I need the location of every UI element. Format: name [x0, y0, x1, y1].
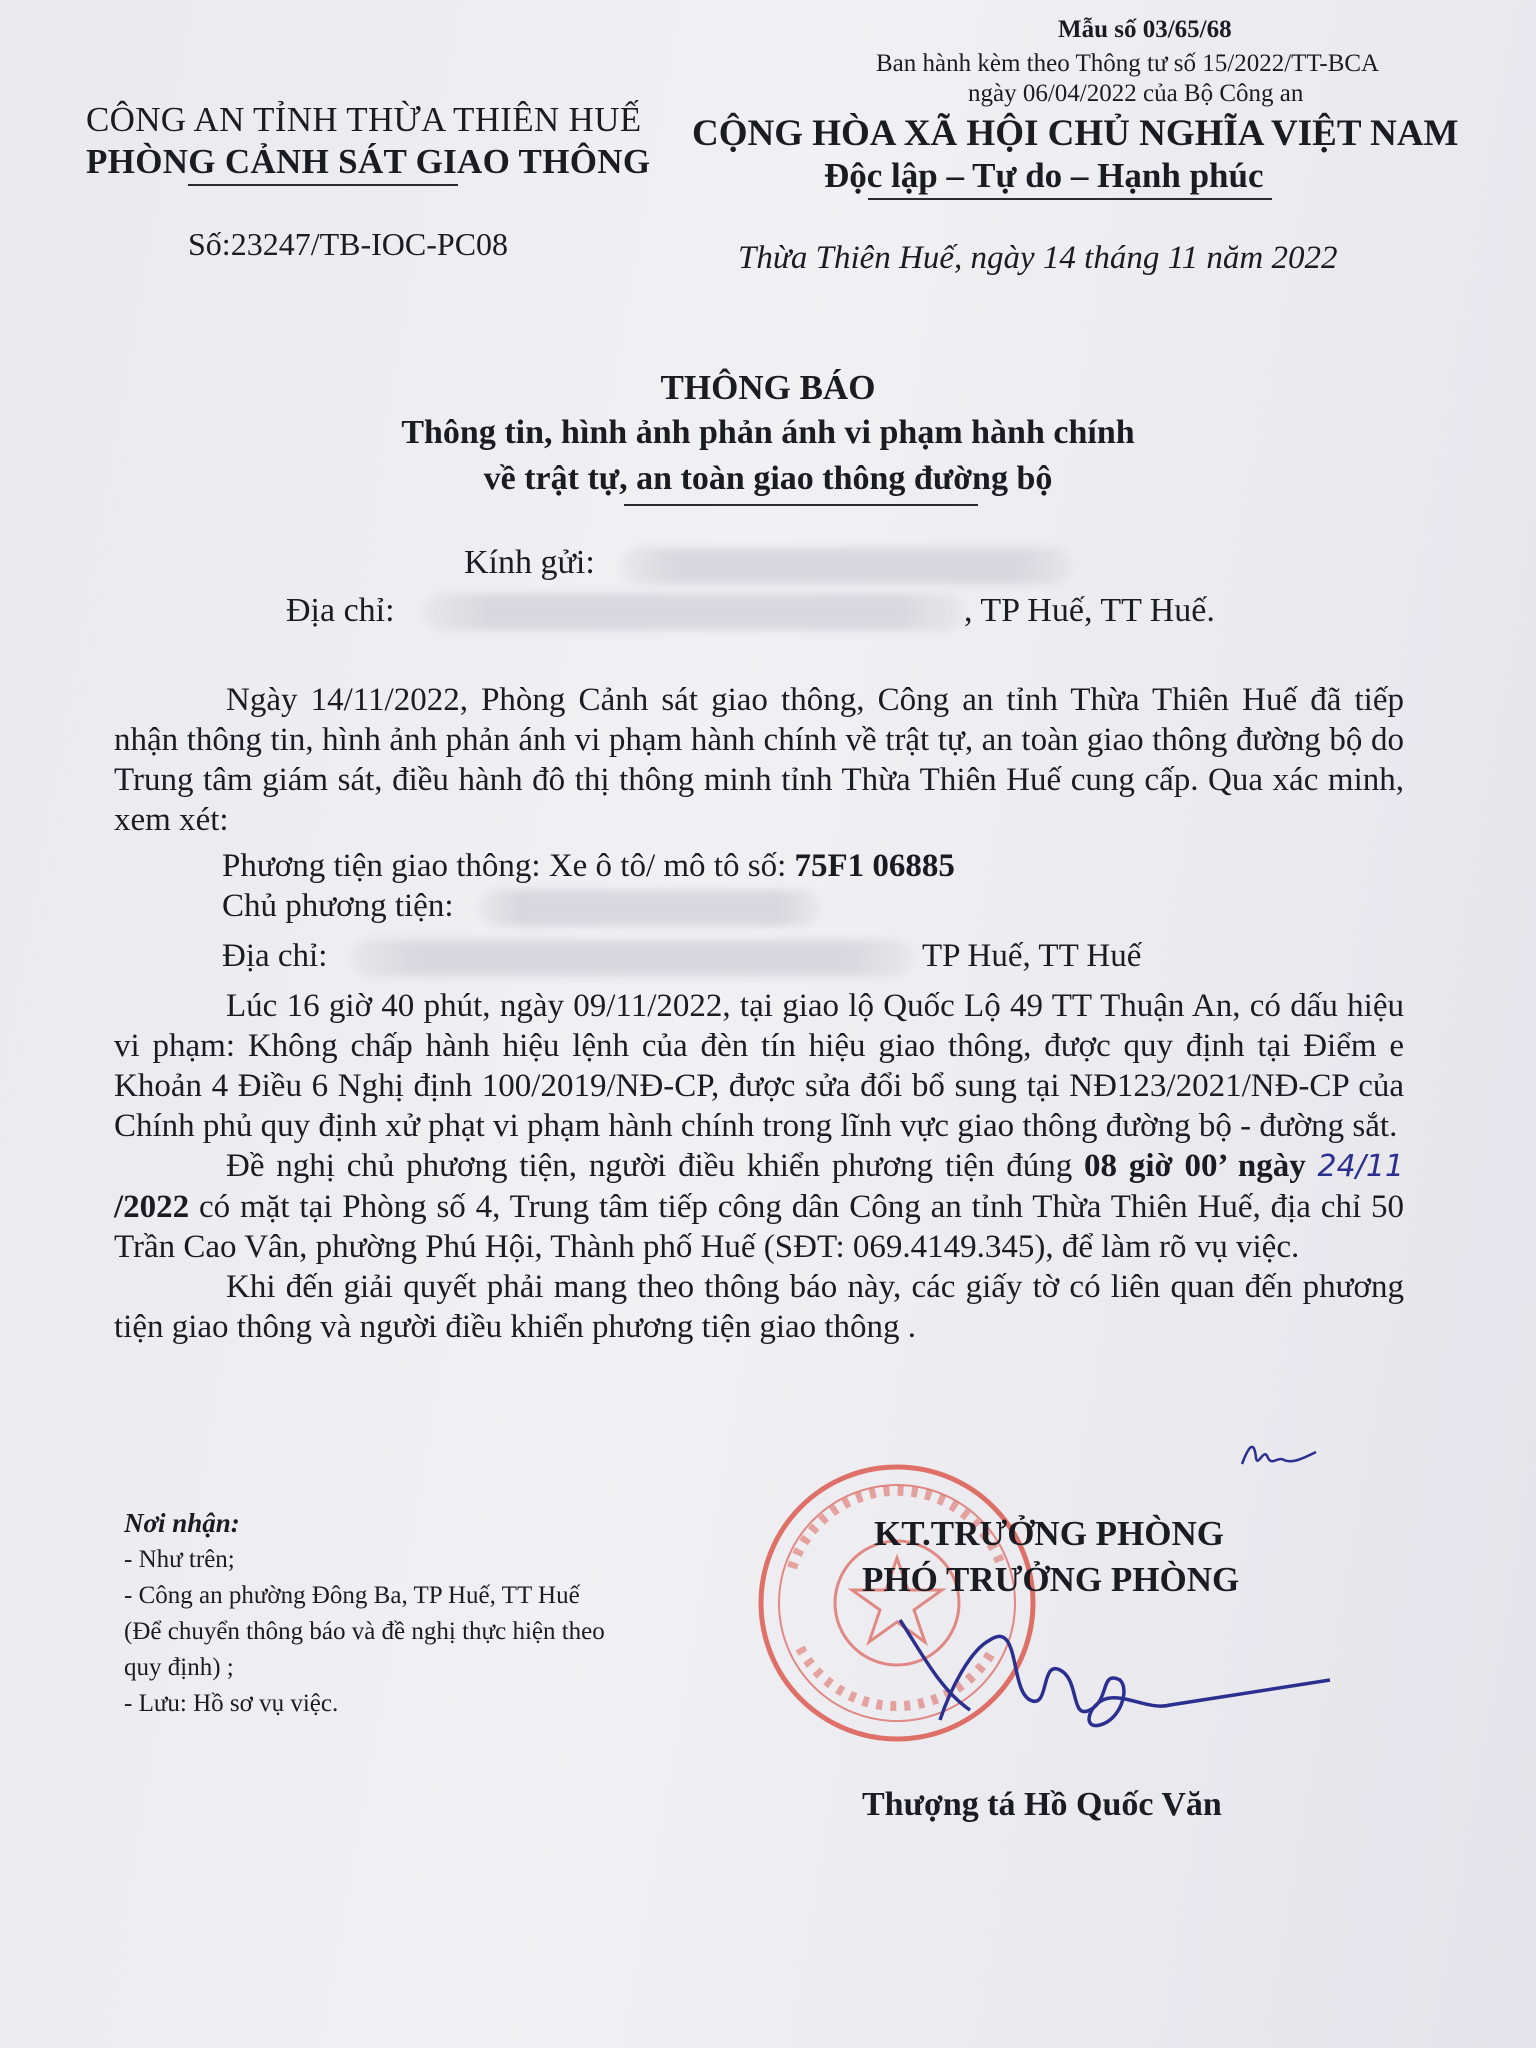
document-subtitle-1: Thông tin, hình ảnh phản ánh vi phạm hành chính: [401, 414, 1135, 451]
issued-line-2: ngày 06/04/2022 của Bộ Công an: [968, 80, 1304, 107]
handwritten-signature-icon: [880, 1580, 1340, 1750]
place-date: Thừa Thiên Huế, ngày 14 tháng 11 năm 2022: [738, 240, 1338, 276]
recipient-item: - Như trên;: [124, 1546, 235, 1573]
recipient-item: (Để chuyển thông báo và đề nghị thực hiện theo: [124, 1618, 605, 1645]
to-label: Kính gửi:: [464, 544, 595, 581]
owner-label: Chủ phương tiện:: [222, 888, 454, 924]
agency-name: PHÒNG CẢNH SÁT GIAO THÔNG: [86, 142, 651, 181]
motto-underline: [868, 198, 1272, 200]
agency-underline: [188, 184, 458, 186]
recipient-item: quy định) ;: [124, 1654, 234, 1681]
paragraph-violation: Lúc 16 giờ 40 phút, ngày 09/11/2022, tại giao lộ Quốc Lộ 49 TT Thuận An, có dấu hiệu vi phạm: Không chấp hành hiệu lệnh của đèn tín hiệu giao thông, được quy định tại Điểm e Khoản 4 Điều 6 Nghị định 100/2019/NĐ-CP, được sửa đổi bổ sung tại NĐ123/2021/NĐ-CP của Chính phủ quy định xử phạt vi phạm hành chính trong lĩnh vực giao thông đường bộ - đường sắt.: [114, 988, 1404, 1144]
address-tail: , TP Huế, TT Huế.: [964, 592, 1215, 629]
recipient-item: - Công an phường Đông Ba, TP Huế, TT Huế: [124, 1582, 580, 1609]
paragraph-received: Ngày 14/11/2022, Phòng Cảnh sát giao thông, Công an tỉnh Thừa Thiên Huế đã tiếp nhận thông tin, hình ảnh phản ánh vi phạm hành chính về trật tự, an toàn giao thông đường bộ do Trung tâm giám sát, điều hành đô thị thông minh tỉnh Thừa Thiên Huế cung cấp. Qua xác minh, xem xét:: [114, 682, 1404, 838]
address-label: Địa chỉ:: [286, 592, 395, 629]
summons-year: /2022: [114, 1189, 190, 1225]
plate-number: 75F1 06885: [794, 848, 955, 884]
summons-text-rest: có mặt tại Phòng số 4, Trung tâm tiếp công dân Công an tỉnh Thừa Thiên Huế, địa chỉ 50 Trần Cao Vân, phường Phú Hội, Thành phố Huế (SĐT: 069.4149.345), để làm rõ vụ việc.: [114, 1189, 1404, 1265]
handwritten-date: 24/11: [1317, 1149, 1405, 1184]
national-motto: Độc lập – Tự do – Hạnh phúc: [824, 156, 1264, 195]
signature-title-1: KT.TRƯỞNG PHÒNG: [874, 1514, 1224, 1553]
issued-line-1: Ban hành kèm theo Thông tư số 15/2022/TT-BCA: [876, 50, 1380, 77]
country-name: CỘNG HÒA XÃ HỘI CHỦ NGHĨA VIỆT NAM: [692, 113, 1459, 154]
redacted-owner-name: [480, 890, 820, 926]
body-paragraphs: [114, 986, 1404, 1347]
title-underline: [624, 504, 978, 506]
document-subtitle-2: về trật tự, an toàn giao thông đường bộ: [483, 460, 1053, 497]
redacted-address: [424, 594, 964, 630]
body-paragraph-1: [114, 680, 1404, 840]
recipient-item: - Lưu: Hồ sơ vụ việc.: [124, 1690, 339, 1717]
signature-title-2: PHÓ TRƯỞNG PHÒNG: [862, 1560, 1240, 1599]
form-number: Mẫu số 03/65/68: [1058, 16, 1232, 43]
redacted-owner-address: [352, 940, 912, 976]
recipients-title: Nơi nhận:: [124, 1508, 240, 1538]
signer-name: Thượng tá Hồ Quốc Văn: [862, 1786, 1222, 1823]
vehicle-line: [222, 848, 955, 885]
document-title: THÔNG BÁO: [660, 368, 876, 407]
owner-address-label: Địa chỉ:: [222, 938, 328, 974]
owner-address-tail: TP Huế, TT Huế: [922, 938, 1142, 974]
vehicle-label: Phương tiện giao thông: Xe ô tô/ mô tô số:: [222, 848, 795, 884]
paragraph-summons: [114, 1146, 1404, 1267]
initials-mark-icon: [1238, 1428, 1318, 1478]
agency-parent: CÔNG AN TỈNH THỪA THIÊN HUẾ: [86, 100, 642, 139]
document-number: Số:23247/TB-IOC-PC08: [188, 226, 509, 262]
paragraph-documents: Khi đến giải quyết phải mang theo thông báo này, các giấy tờ có liên quan đến phương tiện giao thông và người điều khiển phương tiện giao thông .: [114, 1269, 1404, 1345]
summons-time: 08 giờ 00’ ngày: [1084, 1148, 1306, 1184]
summons-text-start: Đề nghị chủ phương tiện, người điều khiển phương tiện đúng: [226, 1148, 1085, 1184]
redacted-recipient-name: [622, 548, 1072, 584]
